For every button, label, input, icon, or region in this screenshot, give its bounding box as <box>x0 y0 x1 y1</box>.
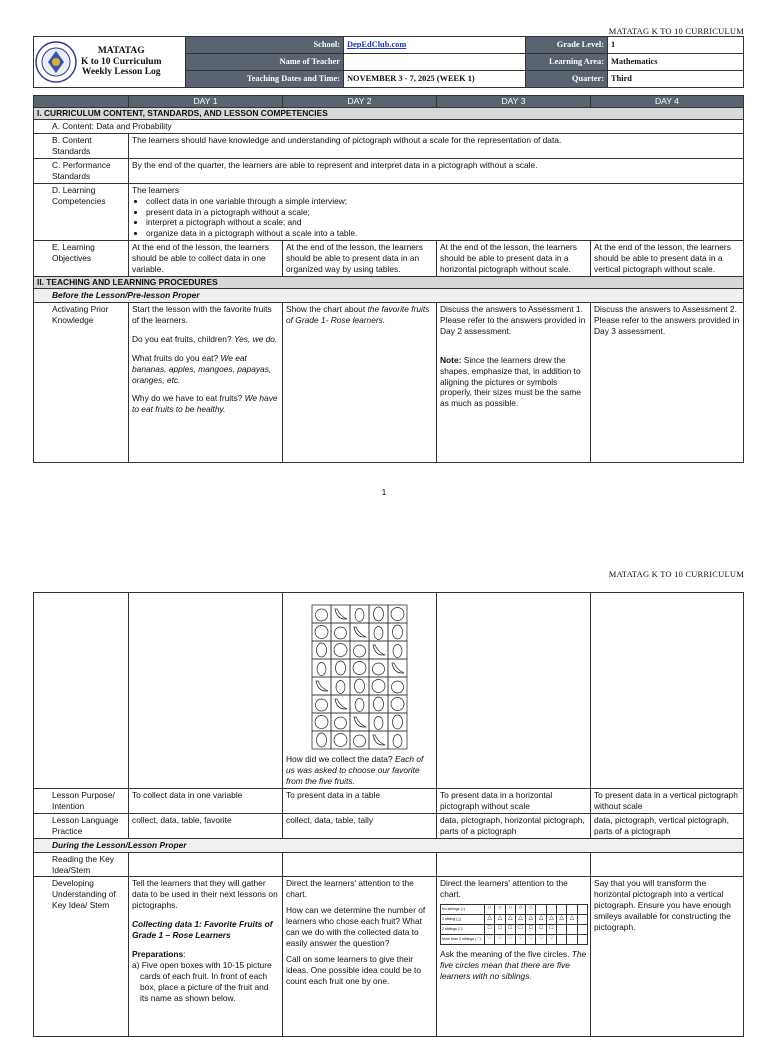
quarter-label: Quarter: <box>526 71 608 88</box>
picto-row-label: 1 sibling (△) <box>441 915 485 925</box>
circle-icon: ○ <box>505 905 515 915</box>
apple-icon <box>334 627 346 639</box>
act-d2-text: Show the chart about <box>286 303 368 314</box>
objective-day4: At the end of the lesson, the learners should be able to present data in a vertical pictograph without scale. <box>591 241 744 277</box>
objective-day1: At the end of the lesson, the learners should be able to collect data in one variable. <box>129 241 283 277</box>
banana-icon <box>335 699 347 709</box>
grade-label: Grade Level: <box>526 37 608 54</box>
day-3-header: DAY 3 <box>437 96 591 108</box>
activating-label: Activating Prior Knowledge <box>34 302 129 462</box>
competency-item: • interpret a pictograph without a scale; and <box>146 217 740 228</box>
act-d1-answer: Yes, we do. <box>233 333 278 344</box>
triangle-icon: △ <box>546 915 556 925</box>
orange-icon <box>315 716 328 729</box>
dev-d1-prep: Preparations <box>132 949 184 960</box>
triangle-icon: △ <box>515 915 525 925</box>
competencies-cell <box>129 183 744 241</box>
language-day4: data, pictograph, vertical pictograph, parts of a pictograph <box>591 813 744 838</box>
picture-card <box>350 731 369 749</box>
heart-icon: ♡ <box>515 935 525 945</box>
act-d3-text: Discuss the answers to Assessment 1. Please refer to the answers provided in Day 2 assessment. <box>440 303 586 336</box>
papaya-icon <box>355 609 364 622</box>
content-standards-label: B. Content Standards <box>34 134 129 159</box>
objective-day3: At the end of the lesson, the learners should be able to present data in a horizontal pictograph without scale. <box>437 241 591 277</box>
competency-item: • organize data in a pictograph without a scale into a table. <box>146 228 740 239</box>
developing-day1: Tell the learners that they will gather data to be used in their next lessons on pictographs. Collecting data 1: Favorite Fruits of Grade 1 – Rose Learners Preparations: a) Five open boxes with 10-15 picture cards of each fruit. In front of each box, place a picture of the fruit and its name as shown below. <box>129 877 283 1037</box>
school-label: School: <box>186 37 344 54</box>
before-lesson-label: Before the Lesson/Pre-lesson Proper <box>34 289 744 303</box>
header-table <box>33 36 744 88</box>
apple-icon <box>353 645 365 657</box>
picto-row-label: More than 2 siblings (♡) <box>441 935 485 945</box>
act-d2-emphasis: the favorite fruits of Grade 1- Rose learners. <box>286 303 430 325</box>
heart-icon: ♡ <box>526 935 536 945</box>
banana-icon <box>392 663 404 673</box>
picture-card <box>312 641 331 659</box>
dev-d3-text: Ask the meaning of the five circles. <box>440 949 572 960</box>
square-icon: □ <box>515 925 525 935</box>
picture-card <box>331 623 350 641</box>
picture-card <box>350 695 369 713</box>
section-1-title: I. CURRICULUM CONTENT, STANDARDS, AND LESSON COMPETENCIES <box>34 108 744 120</box>
picto-row-label: 2 siblings (□) <box>441 925 485 935</box>
square-icon: □ <box>526 925 536 935</box>
dev-d2-text: Call on some learners to give their ideas. One possible idea could be to count each fruit one by one. <box>286 953 422 986</box>
square-icon: □ <box>485 925 495 935</box>
picture-card <box>350 641 369 659</box>
activating-day2 <box>283 302 437 462</box>
triangle-icon: △ <box>567 915 577 925</box>
purpose-day1: To collect data in one variable <box>129 789 283 814</box>
papaya-icon <box>355 699 364 712</box>
act-d1-answer: We have to eat fruits to be healthy. <box>132 393 278 415</box>
brand-line3: Weekly Lesson Log <box>81 67 161 78</box>
apple-icon <box>315 609 327 621</box>
square-icon: □ <box>536 925 546 935</box>
mango-icon <box>373 607 383 621</box>
circle-icon: ○ <box>495 905 505 915</box>
picture-card <box>369 605 388 623</box>
picture-card <box>388 713 407 731</box>
act-d1-answer: We eat bananas, apples, mangoes, papayas, oranges, etc. <box>132 352 272 385</box>
triangle-icon: △ <box>485 915 495 925</box>
section-2-title: II. TEACHING AND LEARNING PROCEDURES <box>34 277 744 289</box>
heart-icon: ♡ <box>505 935 515 945</box>
triangle-icon: △ <box>526 915 536 925</box>
picture-card <box>388 677 407 695</box>
picture-card <box>369 659 388 677</box>
dates-value: NOVEMBER 3 - 7, 2025 (WEEK 1) <box>344 71 526 88</box>
heart-icon: ♡ <box>546 935 556 945</box>
apple-icon <box>334 717 346 729</box>
language-day2: collect, data, table, tally <box>283 813 437 838</box>
siblings-pictograph <box>440 904 588 945</box>
performance-standards-label: C. Performance Standards <box>34 158 129 183</box>
developing-label: Developing Understanding of Key Idea/ Stem <box>34 877 129 1037</box>
picture-card <box>331 713 350 731</box>
activating-day1 <box>129 302 283 462</box>
dev-d2-text: How can we determine the number of learners who chose each fruit? What can we do with the collected data to easily answer the question? <box>286 905 426 949</box>
circle-icon: ○ <box>515 905 525 915</box>
dev-d2-text: Direct the learners' attention to the chart. <box>286 878 414 900</box>
papaya-icon <box>374 717 383 730</box>
banana-icon <box>354 627 366 637</box>
mango-icon <box>373 697 383 711</box>
quarter-value: Third <box>608 71 744 88</box>
orange-icon <box>391 608 404 621</box>
language-label: Lesson Language Practice <box>34 813 129 838</box>
day-4-header: DAY 4 <box>591 96 744 108</box>
developing-day3 <box>437 877 591 1037</box>
apple-icon <box>315 699 327 711</box>
grade-value: 1 <box>608 37 744 54</box>
dev-d1-item: a) Five open boxes with 10-15 picture cards of each fruit. In front of each box, place a picture of the fruit and its name as shown below. <box>132 959 272 1003</box>
orange-icon <box>315 626 328 639</box>
brand-cell <box>34 37 186 88</box>
picture-card <box>312 731 331 749</box>
mango-icon <box>392 625 402 639</box>
content-standards: The learners should have knowledge and understanding of pictograph without a scale for the representation of data. <box>129 134 744 159</box>
orange-icon <box>353 662 366 675</box>
during-lesson-label: During the Lesson/Lesson Proper <box>34 838 744 852</box>
apple-icon <box>391 681 403 693</box>
picture-card <box>369 695 388 713</box>
act-d1-question: Do you eat fruits, children? <box>132 333 234 344</box>
banana-icon <box>373 645 385 655</box>
purpose-day4: To present data in a vertical pictograph without scale <box>591 789 744 814</box>
teacher-label: Name of Teacher <box>186 54 344 71</box>
activating-day3 <box>437 302 591 462</box>
language-day1: collect, data, table, favorite <box>129 813 283 838</box>
circle-icon: ○ <box>526 905 536 915</box>
brand-line2: K to 10 Curriculum <box>81 56 162 67</box>
square-icon: □ <box>505 925 515 935</box>
dev-d1-title: Collecting data 1: Favorite Fruits of Grade 1 – Rose Learners <box>132 919 273 941</box>
curriculum-label: MATATAG K TO 10 CURRICULUM <box>608 569 744 579</box>
lesson-table-page2 <box>33 592 744 1037</box>
dev-d3-text: Direct the learners' attention to the chart. <box>440 878 568 900</box>
triangle-icon: △ <box>536 915 546 925</box>
picture-card <box>331 677 350 695</box>
circle-icon: ○ <box>485 905 495 915</box>
dev-d1-text: Tell the learners that they will gather data to be used in their next lessons on pictographs. <box>132 878 278 911</box>
school-link[interactable]: DepEdClub.com <box>347 39 407 49</box>
picture-card <box>312 659 331 677</box>
triangle-icon: △ <box>557 915 567 925</box>
triangle-icon: △ <box>495 915 505 925</box>
activating-day4: Discuss the answers to Assessment 2. Please refer to the answers provided in Day 3 assessment. <box>591 302 744 462</box>
mango-icon <box>335 661 345 675</box>
area-label: Learning Area: <box>526 54 608 71</box>
papaya-icon <box>336 681 345 694</box>
mango-icon <box>316 643 326 657</box>
picture-card <box>312 605 331 623</box>
competency-item: • present data in a pictograph without a scale; <box>146 207 740 218</box>
picture-card <box>388 641 407 659</box>
picture-card <box>388 731 407 749</box>
triangle-icon: △ <box>505 915 515 925</box>
mango-icon <box>354 679 364 693</box>
papaya-icon <box>317 663 326 676</box>
curriculum-label: MATATAG K TO 10 CURRICULUM <box>608 26 744 36</box>
picto-row-label: No siblings (○) <box>441 905 485 915</box>
objective-day2: At the end of the lesson, the learners should be able to present data in an organized way by using tables. <box>283 241 437 277</box>
objectives-label: E. Learning Objectives <box>34 241 129 277</box>
lesson-table-page1 <box>33 95 744 463</box>
deped-seal-icon <box>35 41 77 83</box>
area-value: Mathematics <box>608 54 744 71</box>
papaya-icon <box>374 627 383 640</box>
dates-label: Teaching Dates and Time: <box>186 71 344 88</box>
dev-d3-answer: The five circles mean that there are five learners with no siblings. <box>440 949 587 982</box>
orange-icon <box>334 644 347 657</box>
banana-icon <box>335 609 347 619</box>
developing-day4: Say that you will transform the horizontal pictograph into a vertical pictograph. Ensure you have enough smileys available for constructing the pictograph. <box>591 877 744 1037</box>
apple-icon <box>372 663 384 675</box>
banana-icon <box>316 681 328 691</box>
competencies-label: D. Learning Competencies <box>34 183 129 241</box>
fruit-pictograph-chart <box>310 603 410 751</box>
picture-card <box>350 677 369 695</box>
page-number: 1 <box>381 487 387 497</box>
content-label: A. Content: Data and Probability <box>34 120 744 134</box>
picture-card <box>369 713 388 731</box>
picture-card <box>331 659 350 677</box>
act-d1-text: Start the lesson with the favorite fruits of the learners. <box>132 303 272 325</box>
competency-item: • collect data in one variable through a simple interview; <box>146 196 740 207</box>
note-text: Since the learners drew the shapes, emphasize that, in addition to aligning the pictures or symbols properly, their sizes must be the same as much as possible. <box>440 354 581 409</box>
day-2-header: DAY 2 <box>283 96 437 108</box>
act-d1-question: Why do we have to eat fruits? <box>132 393 245 404</box>
teacher-value <box>344 54 526 71</box>
orange-icon <box>391 698 404 711</box>
act-d1-question: What fruits do you eat? <box>132 352 221 363</box>
picture-card <box>369 623 388 641</box>
heart-icon: ♡ <box>495 935 505 945</box>
heart-icon: ♡ <box>485 935 495 945</box>
square-icon: □ <box>495 925 505 935</box>
purpose-day2: To present data in a table <box>283 789 437 814</box>
orange-icon <box>372 680 385 693</box>
note-label: Note: <box>440 354 462 365</box>
brand-line1: MATATAG <box>97 45 145 56</box>
mango-icon <box>392 715 402 729</box>
banana-icon <box>373 735 385 745</box>
fruit-chart-cell <box>283 593 437 789</box>
papaya-icon <box>393 735 402 748</box>
square-icon: □ <box>546 925 556 935</box>
collect-question: How did we collect the data? <box>286 754 395 765</box>
mango-icon <box>316 733 326 747</box>
purpose-label: Lesson Purpose/ Intention <box>34 789 129 814</box>
reading-key-label: Reading the Key Idea/Stem <box>34 852 129 877</box>
banana-icon <box>354 717 366 727</box>
performance-standards: By the end of the quarter, the learners are able to represent and interpret data in a pictograph without a scale. <box>129 158 744 183</box>
collect-answer: Each of us was asked to choose our favorite from the five fruits. <box>286 754 424 787</box>
language-day3: data, pictograph, horizontal pictograph, parts of a pictograph <box>437 813 591 838</box>
heart-icon: ♡ <box>536 935 546 945</box>
picture-card <box>388 623 407 641</box>
day-1-header: DAY 1 <box>129 96 283 108</box>
developing-day2 <box>283 877 437 1037</box>
orange-icon <box>334 734 347 747</box>
competencies-intro: The learners <box>132 184 180 195</box>
apple-icon <box>353 735 365 747</box>
picture-card <box>350 605 369 623</box>
purpose-day3: To present data in a horizontal pictograph without scale <box>437 789 591 814</box>
papaya-icon <box>393 645 402 658</box>
picture-card <box>312 695 331 713</box>
